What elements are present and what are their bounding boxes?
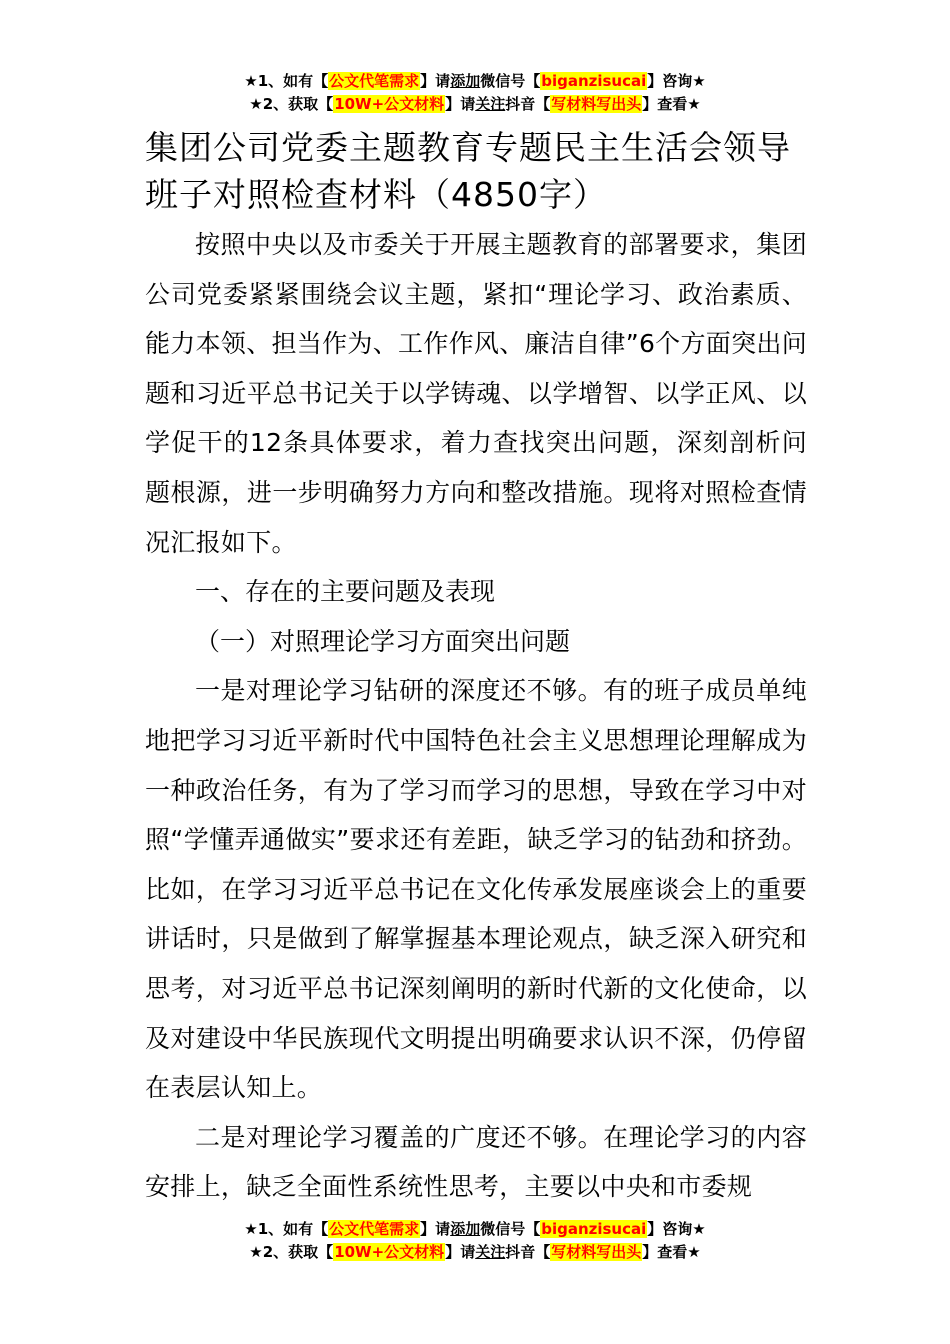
- promo-highlight: 10W+公文材料: [334, 1243, 445, 1261]
- section-heading: 一、存在的主要问题及表现: [195, 577, 496, 607]
- promo-text: 】咨询★: [647, 72, 706, 90]
- promo-highlight: 10W+公文材料: [334, 95, 445, 113]
- promo-text: 抖音【: [505, 95, 551, 113]
- douyin-account: 写材料写出头: [551, 1243, 642, 1261]
- subsection-heading: （一）对照理论学习方面突出问题: [195, 626, 571, 656]
- promo-banner-bottom: [0, 1218, 950, 1264]
- promo-emphasis: 关注: [475, 1243, 506, 1261]
- promo-text: 】查看★: [642, 1243, 701, 1261]
- promo-text: 】请: [445, 95, 476, 113]
- promo-text: 】请: [420, 1220, 451, 1238]
- promo-banner-top: [0, 70, 950, 116]
- promo-highlight: 公文代笔需求: [329, 72, 420, 90]
- promo-line-1: [0, 70, 950, 93]
- promo-highlight: 公文代笔需求: [329, 1220, 420, 1238]
- promo-text: ★2、获取【: [249, 1243, 334, 1261]
- promo-line-2: [0, 1241, 950, 1264]
- promo-text: 】请: [420, 72, 451, 90]
- promo-text: ★1、如有【: [244, 1220, 329, 1238]
- document-title: 集团公司党委主题教育专题民主生活会领导班子对照检查材料（4850字）: [145, 128, 791, 214]
- promo-emphasis: 关注: [475, 95, 506, 113]
- promo-text: 微信号【: [480, 72, 541, 90]
- body-paragraph: 一是对理论学习钻研的深度还不够。有的班子成员单纯地把学习习近平新时代中国特色社会主义思想理论理解成为一种政治任务，有为了学习而学习的思想，导致在学习中对照“学懂弄通做实”要求还有差距，缺乏学习的钻劲和挤劲。比如，在学习习近平总书记在文化传承发展座谈会上的重要讲话时，只是做到了解掌握基本理论观点，缺乏深入研究和思考，对习近平总书记深刻阐明的新时代新的文化使命，以及对建设中华民族现代文明提出明确要求认识不深，仍停留在表层认知上。: [145, 676, 807, 1103]
- intro-paragraph: 按照中央以及市委关于开展主题教育的部署要求，集团公司党委紧紧围绕会议主题，紧扣“理论学习、政治素质、能力本领、担当作为、工作作风、廉洁自律”6个方面突出问题和习近平总书记关于以学铸魂、以学增智、以学正风、以学促干的12条具体要求，着力查找突出问题，深刻剖析问题根源，进一步明确努力方向和整改措施。现将对照检查情况汇报如下。: [145, 230, 807, 557]
- promo-text: ★2、获取【: [249, 95, 334, 113]
- promo-text: 微信号【: [480, 1220, 541, 1238]
- promo-text: 】请: [445, 1243, 476, 1261]
- promo-emphasis: 添加: [450, 72, 481, 90]
- body-paragraph: 二是对理论学习覆盖的广度还不够。在理论学习的内容安排上，缺乏全面性系统性思考，主要以中央和市委规: [145, 1122, 807, 1202]
- wechat-id: biganzisucai: [541, 1220, 647, 1238]
- wechat-id: biganzisucai: [541, 72, 647, 90]
- promo-text: 抖音【: [505, 1243, 551, 1261]
- douyin-account: 写材料写出头: [551, 95, 642, 113]
- promo-text: 】咨询★: [647, 1220, 706, 1238]
- promo-emphasis: 添加: [450, 1220, 481, 1238]
- promo-text: 】查看★: [642, 95, 701, 113]
- promo-line-1: [0, 1218, 950, 1241]
- document-body: [145, 124, 807, 1212]
- promo-line-2: [0, 93, 950, 116]
- promo-text: ★1、如有【: [244, 72, 329, 90]
